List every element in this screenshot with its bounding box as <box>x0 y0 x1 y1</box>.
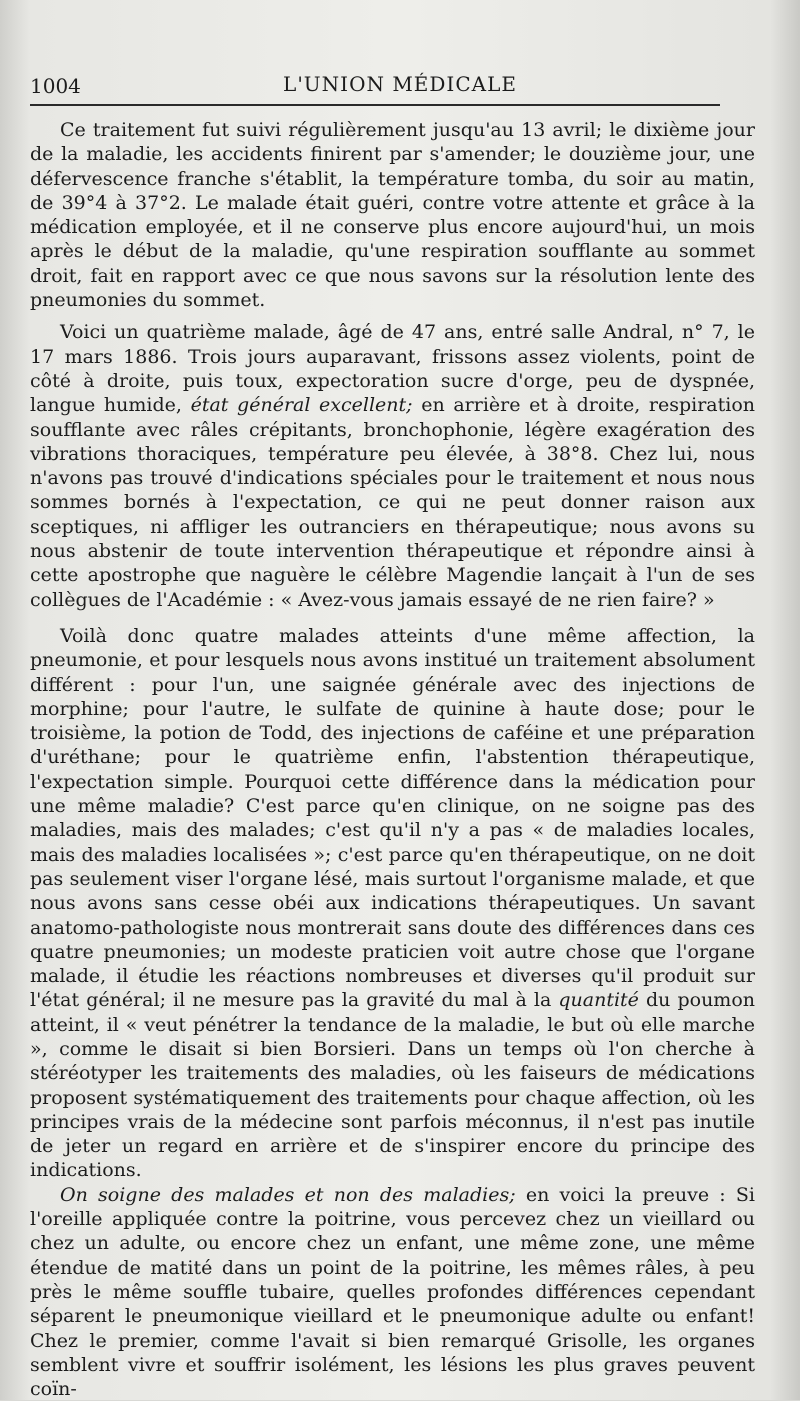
text-segment: en arrière et à droite, respiration soufflante avec râles crépitants, bronchophonie, légère exagération des vibrations thoraciques, température peu élevée, à 38°8. Chez lui, nous n'avons pas trouvé d'indications spéciales pour le traitement et nous nous sommes bornés à l'expectation, ce qui ne peut donner raison aux sceptiques, ni affliger les outranciers en thérapeutique; nous avons su nous abstenir de toute intervention thérapeutique et répondre ainsi à cette apostrophe que naguère le célèbre Magendie lançait à l'un de ses collègues de l'Académie : « Avez-vous jamais essayé de ne rien faire? » <box>30 394 755 611</box>
text-segment: Voilà donc quatre malades atteints d'une même affection, la pneumonie, et pour lesquels nous avons institué un traitement absolument différent : pour l'un, une saignée générale avec des injections de morphine; pour l'autre, le sulfate de quinine à haute dose; pour le troisième, la potion de Todd, des injections de caféine et une préparation d'uréthane; pour le quatrième enfin, l'abstention thérapeutique, l'expectation simple. Pourquoi cette différence dans la médication pour une même maladie? C'est parce qu'en clinique, on ne soigne pas des maladies, mais des malades; c'est qu'il n'y a pas « de maladies locales, mais des maladies localisées »; c'est parce qu'en thérapeutique, on ne doit pas seulement viser l'organe lésé, mais surtout l'organisme malade, et que nous avons sans cesse obéi aux indications thérapeutiques. Un savant anatomo-pathologiste nous montrerait sans doute des différences dans ces quatre pneumonies; un modeste praticien voit autre chose que l'organe malade, il étudie les réactions nombreuses et diverses qu'il produit sur l'état général; il ne mesure pas la gravité du mal à la <box>30 624 755 1012</box>
page-header <box>30 66 770 100</box>
text-segment: en voici la preuve : Si l'oreille appliquée contre la poitrine, vous percevez chez un vieillard ou chez un adulte, ou encore chez un enfant, une même zone, une même étendue de matité dans un point de la poitrine, les mêmes râles, à peu près le même souffle tubaire, quelles profondes différences cependant séparent le pneumonique vieillard et le pneumonique adulte ou enfant! Chez le premier, comme l'avait si bien remarqué Grisolle, les organes semblent vivre et souffrir isolément, les lésions les plus graves peuvent coïn- <box>30 1183 755 1401</box>
journal-title: L'UNION MÉDICALE <box>283 72 517 96</box>
paragraph-4 <box>30 1183 755 1401</box>
text-segment-italic: état général excellent; <box>190 394 413 417</box>
paragraph-2 <box>30 320 755 612</box>
header-rule <box>30 104 720 106</box>
text-segment: du poumon atteint, il « veut pénétrer la tendance de la maladie, le but où elle marche », comme le disait si bien Borsieri. Dans un temps où l'on cherche à stéréotyper les traitements des maladies, où les faiseurs de médications proposent systématiquement des traitements pour chaque affection, où les principes vrais de la médecine sont parfois méconnus, il n'est pas inutile de jeter un regard en arrière et de s'inspirer encore du principe des indications. <box>30 989 755 1182</box>
paragraph-1 <box>30 118 755 312</box>
article-body <box>30 118 755 1401</box>
text-segment-italic: quantité <box>558 989 639 1012</box>
page-number: 1004 <box>30 74 81 98</box>
text-segment: Ce traitement fut suivi régulièrement jusqu'au 13 avril; le dixième jour de la maladie, les accidents finirent par s'amender; le douzième jour, une défervescence franche s'établit, la température tomba, du soir au matin, de 39°4 à 37°2. Le malade était guéri, contre votre attente et grâce à la médication employée, et il ne conserve plus encore aujourd'hui, un mois après le début de la maladie, qu'une respiration soufflante au sommet droit, fait en rapport avec ce que nous savons sur la résolution lente des pneumonies du sommet. <box>30 119 755 312</box>
paragraph-3 <box>30 624 755 1183</box>
text-segment: Voici un quatrième malade, âgé de 47 ans, entré salle Andral, n° 7, le 17 mars 1886. Trois jours auparavant, frissons assez violents, point de côté à droite, puis toux, expectoration sucre d'orge, peu de dyspnée, langue humide, <box>30 321 755 417</box>
text-segment-italic: On soigne des malades et non des maladies; <box>60 1183 516 1206</box>
